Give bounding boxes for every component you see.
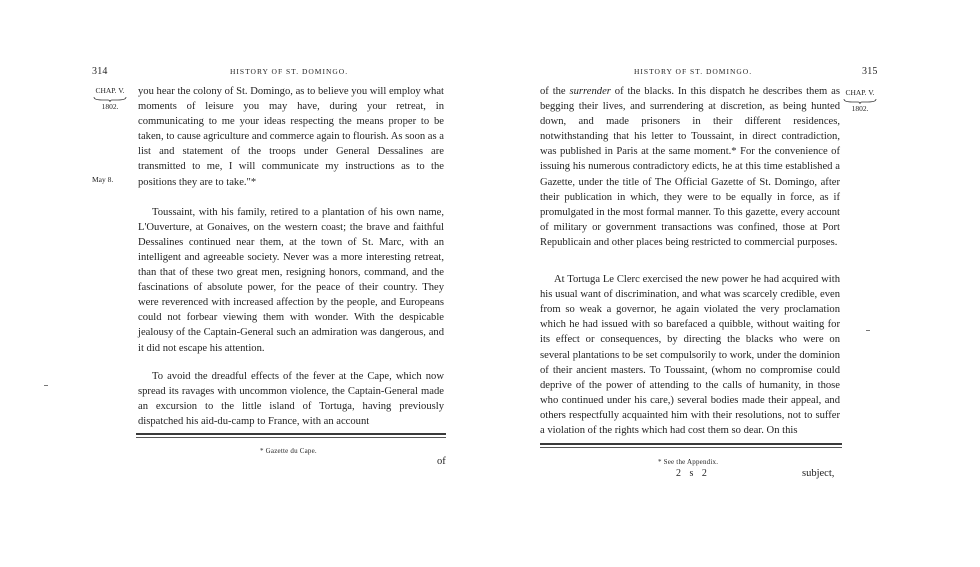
- left-folio: 314: [92, 66, 108, 77]
- left-margin-year: 1802.: [101, 102, 119, 111]
- right-page: [490, 0, 980, 567]
- right-paragraph-1-rest: of the blacks. In this dispatch he describes them as begging their lives, and surrendering at discretion, as being hunted down, and made prisoners in their different residences, notwithstanding that his letter to Toussaint, in direct contradiction, was published in Paris at the same moment.* For the convenience of issuing his numerous contradictory edicts, he at this time established a Gazette, under the title of The Official Gazette of St. Domingo, after their publication in which, they were to be equally in force, as if promulgated in the most formal manner. To this gazette, every account of military or government transactions was confined, those at Port Republicain and other places being restricted to commercial purposes.: [540, 86, 840, 248]
- left-body: [138, 84, 444, 429]
- left-footnote-rule: [136, 433, 446, 435]
- left-catchword: of: [437, 456, 446, 467]
- right-running-head: HISTORY OF ST. DOMINGO.: [634, 67, 753, 76]
- signature-mark: 2 s 2: [676, 468, 710, 479]
- right-footnote-rule-thin: [540, 447, 842, 448]
- left-paragraph-2: Toussaint, with his family, retired to a plantation of his own name, L'Ouverture, at Gonaives, on the western coast; the brave and faithful Dessalines continued near them, at the town of St. Marc, with an intelligent and agreeable society. Never was a more interesting retreat, than that of these two great men, resigning honors, command, and the fascinations of absolute power, for the peace of their country. They were reverenced with increased affection by the people, and Europeans could not forbear viewing them with wonder. With the despicable jealousy of the Captain-General such an admiration was dangerous, and it did not escape his attention.: [138, 206, 444, 354]
- right-paragraph-1: [540, 84, 840, 250]
- right-body: [540, 84, 840, 438]
- left-footnote: * Gazette du Cape.: [260, 447, 317, 455]
- right-paragraph-1-start: of the: [540, 86, 570, 97]
- right-folio: 315: [862, 66, 878, 77]
- right-margin-year: 1802.: [851, 104, 869, 113]
- left-paragraph-1: you hear the colony of St. Domingo, as to believe you will employ what moments of leisure you may have, during your retreat, in communicating to me your ideas respecting the means proper to be taken, to cause agriculture and commerce again to flourish. As soon as a list and statement of the troops under General Dessalines are transmitted to me, I will communicate my instructions as to the positions they are to take."*: [138, 86, 444, 188]
- left-running-head: HISTORY OF ST. DOMINGO.: [230, 67, 349, 76]
- left-margin-chapter-label: CHAP. V.: [95, 86, 125, 95]
- right-footnote: * See the Appendix.: [658, 458, 719, 466]
- left-margin-chapter: [90, 86, 130, 112]
- left-paragraph-3: To avoid the dreadful effects of the fever at the Cape, which now spread its ravages with uncommon violence, the Captain-General made an excursion to the little island of Tortuga, having previously dispatched his aid-du-camp to France, with an account: [138, 370, 444, 427]
- right-paragraph-1-italic: surrender: [569, 86, 611, 97]
- left-margin-date: May 8.: [92, 175, 114, 184]
- right-margin-chapter: [840, 88, 880, 114]
- right-catchword: subject,: [802, 468, 835, 479]
- paper-speck: [866, 330, 870, 331]
- right-margin-chapter-label: CHAP. V.: [845, 88, 875, 97]
- right-footnote-rule: [540, 443, 842, 445]
- left-footnote-rule-thin: [136, 437, 446, 438]
- right-paragraph-2: At Tortuga Le Clerc exercised the new power he had acquired with his usual want of discrimination, and what was scarcely credible, even from so weak a governor, he again violated the very proclamation which he had issued with so barefaced a quibble, without waiting for its effect or consequences, by directing the blacks who were on several plantations to be set compulsorily to work, under the dominion of their ancient masters. To Toussaint, (whom no compromise could deprive of the power of attending to the calls of humanity, in those who continued under his care,) several bodies made their appeal, and others respectfully acquainted him with their resolutions, not to suffer a violation of the rights which had cost them so dear. On this: [540, 274, 840, 436]
- paper-speck: [44, 385, 48, 386]
